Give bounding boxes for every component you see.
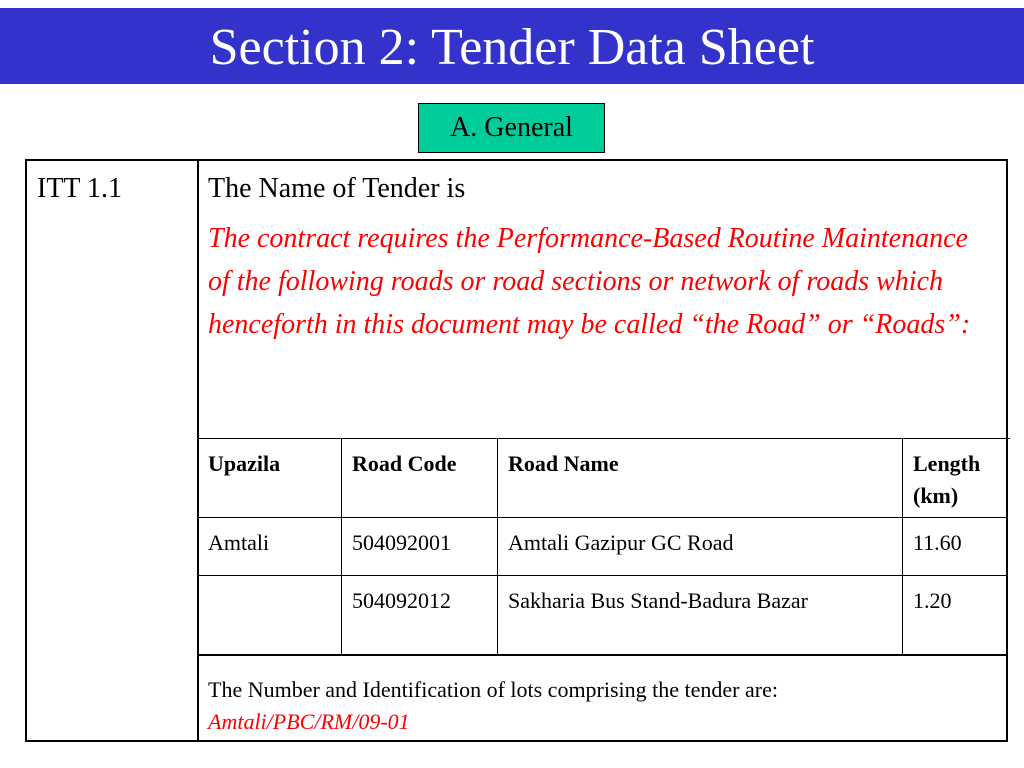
header-road-name: Road Name — [497, 439, 902, 517]
tender-name-label: The Name of Tender is — [208, 173, 466, 204]
roads-table — [198, 438, 1010, 654]
roads-table-header — [198, 439, 1008, 518]
cell-upazila: Amtali — [208, 530, 270, 555]
cell-road-code: 504092001 — [341, 518, 497, 575]
cell-upazila — [198, 576, 341, 654]
slide-title: Section 2: Tender Data Sheet — [209, 19, 815, 76]
table-row — [198, 576, 1008, 656]
section-badge: A. General — [418, 103, 605, 153]
title-bar — [0, 8, 1024, 84]
table-row — [198, 518, 1008, 576]
cell-road-name: Amtali Gazipur GC Road — [497, 518, 902, 575]
cell-road-name: Sakharia Bus Stand-Badura Bazar — [497, 576, 902, 654]
tender-data-table — [25, 159, 1008, 742]
cell-length: 1.20 — [902, 576, 1008, 654]
header-upazila: Upazila — [208, 451, 281, 476]
cell-road-code: 504092012 — [341, 576, 497, 654]
tender-description: The contract requires the Performance-Based Routine Maintenance of the following roads or road sections or network of roads which henceforth in this document may be called “the Road” or “Roads”: — [208, 223, 971, 340]
lots-section — [208, 674, 998, 738]
lots-label: The Number and Identification of lots comprising the tender are: — [208, 677, 778, 702]
header-road-code: Road Code — [341, 439, 497, 517]
cell-length: 11.60 — [902, 518, 1008, 575]
header-length: Length (km) — [902, 439, 1008, 517]
clause-reference: ITT 1.1 — [37, 173, 123, 204]
lots-code: Amtali/PBC/RM/09-01 — [208, 709, 410, 734]
